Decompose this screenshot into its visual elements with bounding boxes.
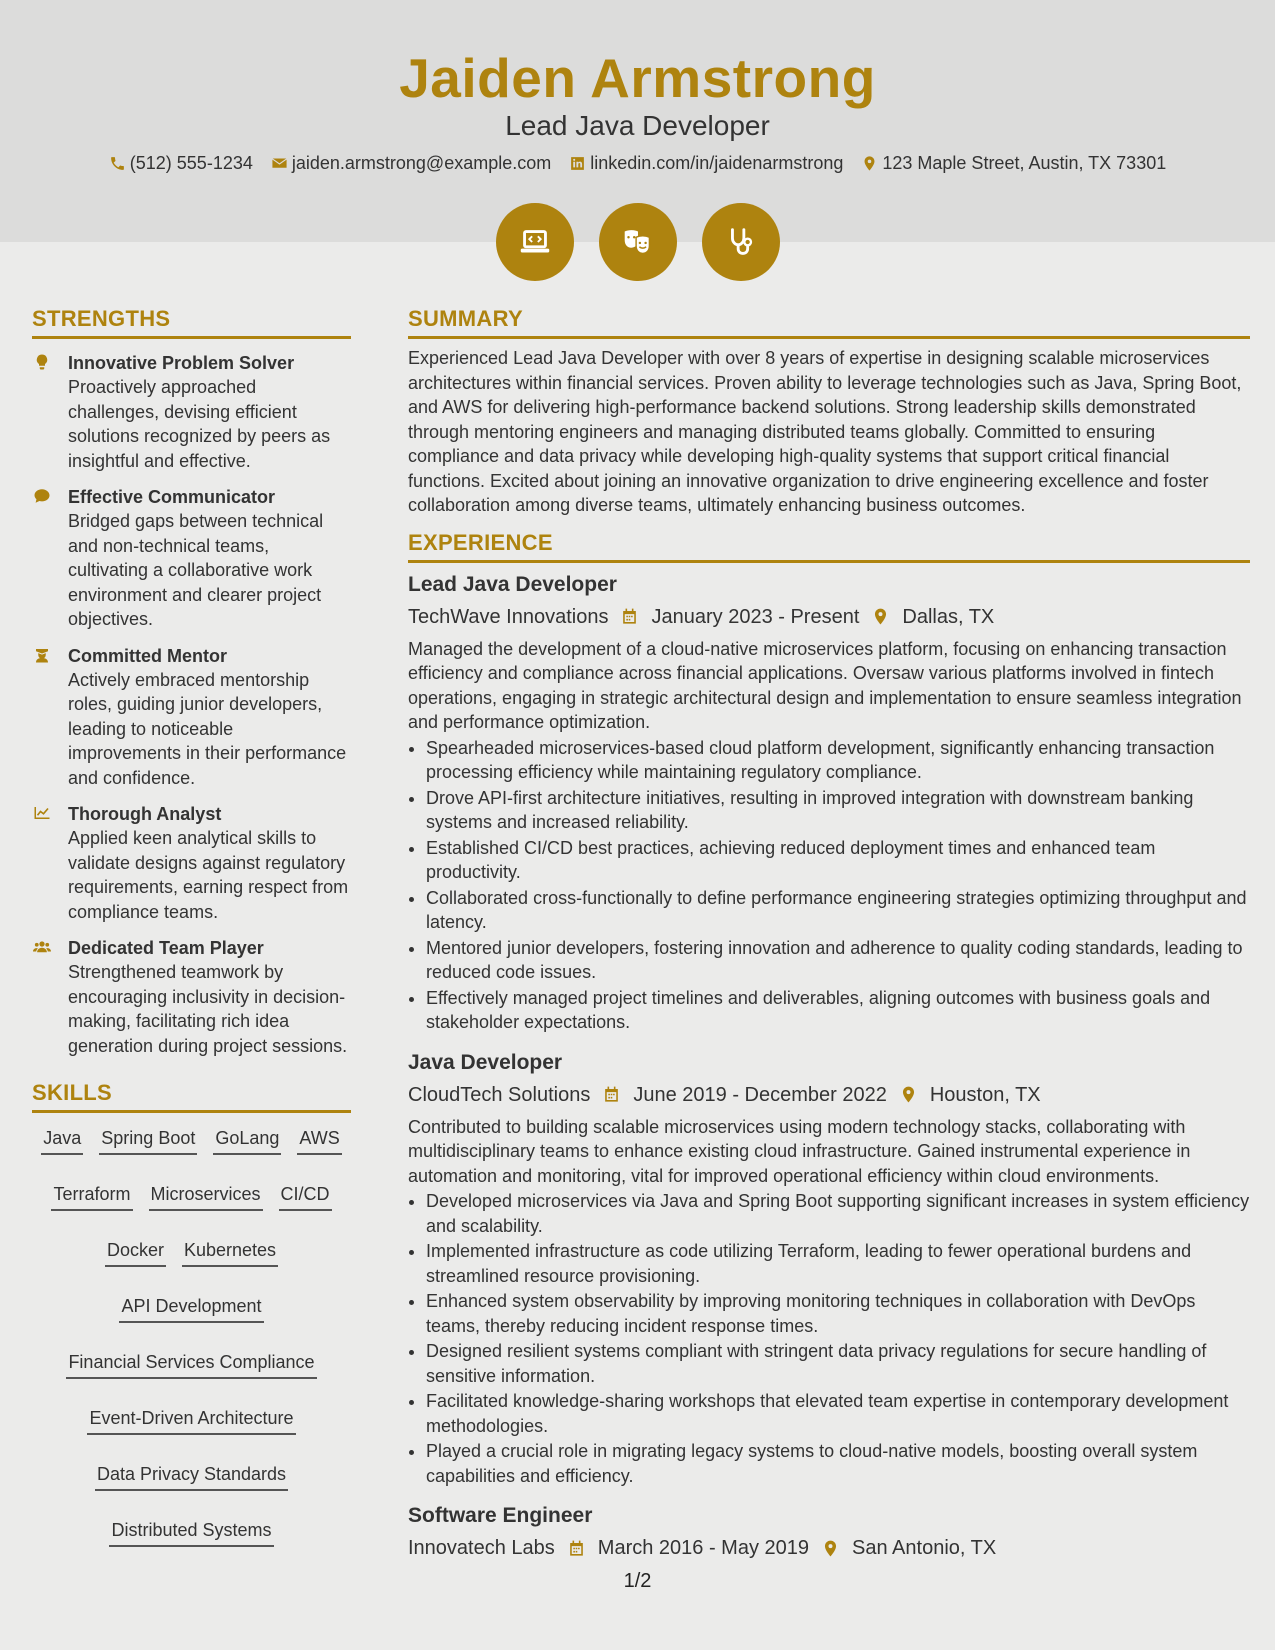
job-meta [408, 1082, 1250, 1108]
list-item: • Spearheaded microservices-based cloud platform development, significantly enhancing transaction processing efficiency while maintaining regulatory compliance. [426, 736, 1250, 785]
strength-item [32, 351, 351, 473]
strength-desc: Proactively approached challenges, devising efficient solutions recognized by peers as insightful and effective. [68, 377, 331, 471]
strength-title: Effective Communicator [68, 487, 276, 507]
map-marker-icon [861, 155, 878, 172]
skill-tag: Event-Driven Architecture [87, 1407, 295, 1435]
strength-item [32, 936, 351, 1058]
map-marker-icon [899, 1085, 918, 1104]
list-item: • Effectively managed project timelines and deliverables, aligning outcomes with business goals and stakeholder expectations. [426, 986, 1250, 1035]
contact-bar [0, 153, 1275, 174]
strength-item [32, 485, 351, 632]
list-item: • Facilitated knowledge-sharing workshops that elevated team expertise in contemporary development methodologies. [426, 1389, 1250, 1438]
job-bullets [426, 736, 1250, 1035]
theater-masks-icon [619, 223, 657, 261]
contact-address [861, 153, 1166, 174]
experience-heading: EXPERIENCE [408, 530, 1250, 563]
job-description: Managed the development of a cloud-native microservices platform, focusing on enhancing transaction efficiency and compliance across financial applications. Oversaw various platforms involved in fintech operations, engaging in strategic architectural design and implementation to ensure seamless integration and performance optimization. [408, 638, 1242, 732]
skill-tag: Distributed Systems [109, 1519, 273, 1547]
job-description: Contributed to building scalable microservices using modern technology stacks, collaborating with multidisciplinary teams to enhance existing cloud infrastructure. Gained instrumental experience in automation and monitoring, vital for improved operational efficiency within cloud environments. [408, 1116, 1191, 1186]
hobby-badge-medicine [702, 203, 780, 281]
right-column [408, 306, 1250, 1561]
job-entry [408, 1049, 1250, 1489]
hobby-badge-theater [599, 203, 677, 281]
page-number: 1/2 [623, 1570, 652, 1592]
strength-title: Thorough Analyst [68, 804, 222, 824]
list-item: • Played a crucial role in migrating legacy systems to cloud-native models, boosting overall system capabilities and efficiency. [426, 1439, 1250, 1488]
job-title: Software Engineer [408, 1504, 593, 1527]
job-location: Houston, TX [929, 1083, 1041, 1106]
calendar-icon [620, 607, 639, 626]
contact-linkedin[interactable] [569, 153, 843, 174]
summary-section [408, 306, 1250, 518]
strengths-heading: STRENGTHS [32, 306, 351, 339]
calendar-icon [602, 1085, 621, 1104]
job-title: Lead Java Developer [408, 572, 617, 596]
envelope-icon [271, 155, 288, 172]
linkedin-text: linkedin.com/in/jaidenarmstrong [590, 153, 844, 173]
skill-tag: Financial Services Compliance [66, 1351, 316, 1379]
contact-phone[interactable] [109, 153, 253, 174]
calendar-icon [567, 1539, 586, 1558]
skill-tag: CI/CD [279, 1183, 332, 1211]
strength-item [32, 644, 351, 791]
skill-tag: Java [41, 1127, 83, 1155]
email-text: jaiden.armstrong@example.com [291, 153, 552, 173]
skill-tag: GoLang [213, 1127, 281, 1155]
skill-tag: API Development [119, 1295, 263, 1323]
job-entry [408, 1502, 1250, 1561]
job-company: CloudTech Solutions [408, 1083, 591, 1106]
stethoscope-icon [722, 223, 760, 261]
list-item: • Drove API-first architecture initiatives, resulting in improved integration with downstream banking systems and increased reliability. [426, 786, 1250, 835]
skill-tag: Kubernetes [182, 1239, 278, 1267]
candidate-name: Jaiden Armstrong [399, 47, 876, 109]
job-meta [408, 1535, 1250, 1561]
strengths-section [32, 306, 351, 1058]
job-dates: January 2023 - Present [651, 605, 860, 628]
job-company: TechWave Innovations [408, 605, 609, 628]
job-title: Java Developer [408, 1050, 563, 1074]
list-item: • Enhanced system observability by improving monitoring techniques in collaboration with DevOps teams, thereby reducing incident response times. [426, 1289, 1250, 1338]
summary-heading: SUMMARY [408, 306, 1250, 339]
list-item: • Developed microservices via Java and Spring Boot supporting significant increases in system efficiency and scalability. [426, 1189, 1250, 1238]
skill-tag: Microservices [149, 1183, 263, 1211]
address-text: 123 Maple Street, Austin, TX 73301 [882, 153, 1167, 173]
skill-tag: Docker [105, 1239, 166, 1267]
skills-section [32, 1080, 351, 1547]
phone-text: (512) 555-1234 [129, 153, 253, 173]
strength-title: Innovative Problem Solver [68, 353, 295, 373]
chart-line-icon [32, 804, 52, 822]
skill-tag: Spring Boot [99, 1127, 197, 1155]
strength-item [32, 802, 351, 924]
list-item: • Mentored junior developers, fostering innovation and adherence to quality coding standards, leading to reduced code issues. [426, 936, 1250, 985]
job-company: Innovatech Labs [408, 1537, 555, 1559]
experience-section [408, 530, 1250, 1562]
summary-text: Experienced Lead Java Developer with over 8 years of expertise in designing scalable microservices architectures within financial services. Proven ability to leverage technologies such as Java, Spring Boot, and AWS for delivering high-performance backend solutions. Strong leadership skills demonstrated through mentoring engineers and managing distributed teams globally. Committed to ensuring compliance and data privacy while developing high-quality systems that support critical financial functions. Excited about joining an innovative organization to drive engineering excellence and foster collaboration among diverse teams, ultimately enhancing business outcomes. [408, 348, 1242, 515]
strength-desc: Applied keen analytical skills to validate designs against regulatory requirements, earning respect from compliance teams. [68, 828, 349, 922]
skill-tag: Data Privacy Standards [95, 1463, 288, 1491]
job-bullets [426, 1189, 1250, 1488]
job-dates: March 2016 - May 2019 [597, 1537, 810, 1559]
strength-title: Dedicated Team Player [68, 938, 264, 958]
job-meta [408, 604, 1250, 630]
map-marker-icon [821, 1539, 840, 1558]
job-location: San Antonio, TX [852, 1537, 997, 1559]
strength-desc: Bridged gaps between technical and non-technical teams, cultivating a collaborative work environment and clearer project objectives. [68, 511, 324, 629]
users-icon [32, 938, 52, 956]
skills-heading: SKILLS [32, 1080, 351, 1113]
candidate-role: Lead Java Developer [505, 110, 770, 141]
phone-icon [109, 155, 126, 172]
skills-list [32, 1127, 351, 1547]
laptop-code-icon [516, 223, 554, 261]
job-location: Dallas, TX [902, 605, 995, 628]
job-entry [408, 571, 1250, 1035]
lightbulb-icon [32, 353, 52, 371]
graduate-icon [32, 646, 52, 664]
job-dates: June 2019 - December 2022 [633, 1083, 887, 1106]
comment-icon [32, 487, 52, 505]
list-item: • Implemented infrastructure as code utilizing Terraform, leading to fewer operational burdens and streamlined resource provisioning. [426, 1239, 1250, 1288]
strength-title: Committed Mentor [68, 645, 227, 666]
list-item: • Collaborated cross-functionally to define performance engineering strategies optimizing throughput and latency. [426, 886, 1250, 935]
hobby-badge-coding [496, 203, 574, 281]
skill-tag: AWS [297, 1127, 341, 1155]
list-item: • Designed resilient systems compliant with stringent data privacy regulations for secure handling of sensitive information. [426, 1339, 1250, 1388]
map-marker-icon [871, 607, 890, 626]
left-column [32, 306, 351, 1547]
contact-email[interactable] [271, 153, 551, 174]
interest-icons [0, 203, 1275, 281]
linkedin-icon [569, 155, 586, 172]
strength-desc: Strengthened teamwork by encouraging inclusivity in decision-making, facilitating rich idea generation during project sessions. [68, 962, 348, 1056]
skill-tag: Terraform [51, 1183, 132, 1211]
strength-desc: Actively embraced mentorship roles, guiding junior developers, leading to noticeable improvements in their performance and confidence. [68, 669, 347, 788]
list-item: • Established CI/CD best practices, achieving reduced deployment times and enhanced team productivity. [426, 836, 1250, 885]
